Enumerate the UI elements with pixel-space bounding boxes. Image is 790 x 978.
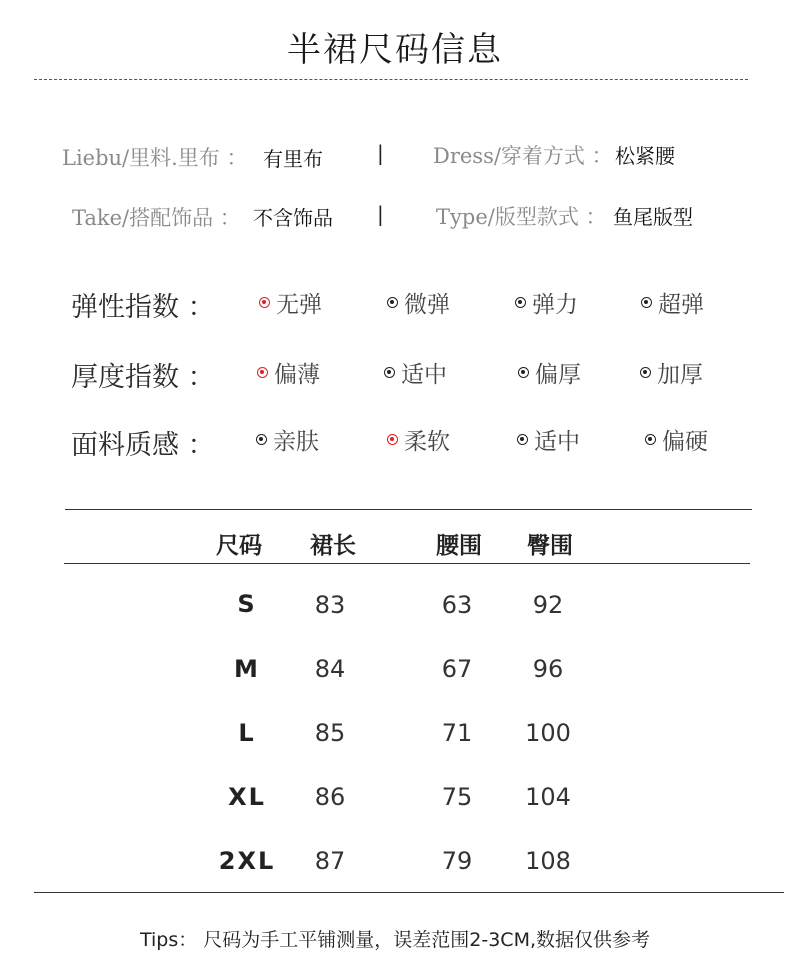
size-cell: L (238, 719, 256, 747)
dress-value: 松紧腰 (615, 144, 675, 168)
waist-cell: 79 (441, 847, 473, 875)
waist-cell: 71 (441, 719, 473, 747)
spec-separator: | (377, 141, 384, 165)
elasticity-label: 弹性指数 ： (71, 292, 215, 323)
elasticity-option (387, 286, 450, 319)
table-header-rule (64, 563, 750, 564)
radio-icon (518, 367, 529, 378)
thickness-label: 厚度指数 ： (71, 362, 215, 393)
spec-separator: | (377, 202, 384, 226)
texture-option (517, 423, 580, 456)
hip-cell: 104 (525, 783, 571, 811)
dress-label: Dress/穿着方式 ： (433, 144, 613, 168)
accessory-value: 不含饰品 (253, 206, 333, 230)
radio-icon (645, 434, 656, 445)
size-cell: S (237, 590, 257, 618)
accessory-label: Take/搭配饰品 ： (72, 206, 241, 230)
waist-cell: 75 (441, 783, 473, 811)
thickness-option (384, 356, 447, 389)
radio-icon (384, 367, 395, 378)
size-cell: XL (228, 783, 266, 811)
hip-cell: 108 (525, 847, 571, 875)
type-label: Type/版型款式 ： (436, 205, 607, 229)
size-cell: M (234, 655, 260, 683)
radio-icon (640, 367, 651, 378)
length-cell: 87 (314, 847, 346, 875)
table-header: 臀围 (527, 533, 573, 559)
texture-option (387, 423, 450, 456)
elasticity-option (515, 286, 578, 319)
hip-cell: 100 (525, 719, 571, 747)
waist-cell: 67 (441, 655, 473, 683)
radio-icon (257, 367, 268, 378)
option-label: 偏薄 (274, 362, 320, 388)
option-label: 加厚 (657, 362, 703, 388)
length-cell: 83 (314, 591, 346, 619)
option-label: 偏硬 (662, 429, 708, 455)
elasticity-option (641, 286, 704, 319)
option-label: 适中 (534, 429, 580, 455)
length-cell: 85 (314, 719, 346, 747)
option-label: 偏厚 (535, 362, 581, 388)
option-label: 无弹 (276, 292, 322, 318)
option-label: 微弹 (404, 292, 450, 318)
length-cell: 84 (314, 655, 346, 683)
type-value: 鱼尾版型 (613, 205, 693, 229)
tips-note: Tips： 尺码为手工平铺测量，误差范围2-3CM,数据仅供参考 (139, 929, 651, 951)
table-bottom-rule (34, 892, 784, 893)
thickness-option (257, 356, 320, 389)
table-header: 腰围 (436, 533, 482, 559)
hip-cell: 96 (532, 655, 564, 683)
radio-icon (256, 434, 267, 445)
lining-label: Liebu/里料.里布 ： (62, 146, 248, 170)
length-cell: 86 (314, 783, 346, 811)
texture-option (645, 423, 708, 456)
option-label: 亲肤 (273, 429, 319, 455)
dashed-divider (34, 79, 748, 80)
size-cell: 2XL (218, 847, 276, 875)
texture-label: 面料质感 ： (71, 430, 215, 461)
lining-value: 有里布 (263, 147, 323, 171)
option-label: 超弹 (658, 292, 704, 318)
radio-icon (641, 297, 652, 308)
thickness-option (518, 356, 581, 389)
radio-icon (387, 297, 398, 308)
radio-icon (515, 297, 526, 308)
elasticity-option (259, 286, 322, 319)
radio-icon (259, 297, 270, 308)
option-label: 柔软 (404, 429, 450, 455)
hip-cell: 92 (532, 591, 564, 619)
table-header: 裙长 (310, 533, 356, 559)
waist-cell: 63 (441, 591, 473, 619)
option-label: 适中 (401, 362, 447, 388)
page-title: 半裙尺码信息 (287, 30, 503, 70)
table-header: 尺码 (216, 533, 262, 559)
texture-option (256, 423, 319, 456)
radio-icon (517, 434, 528, 445)
option-label: 弹力 (532, 292, 578, 318)
radio-icon (387, 434, 398, 445)
thickness-option (640, 356, 703, 389)
table-top-rule (65, 509, 752, 510)
